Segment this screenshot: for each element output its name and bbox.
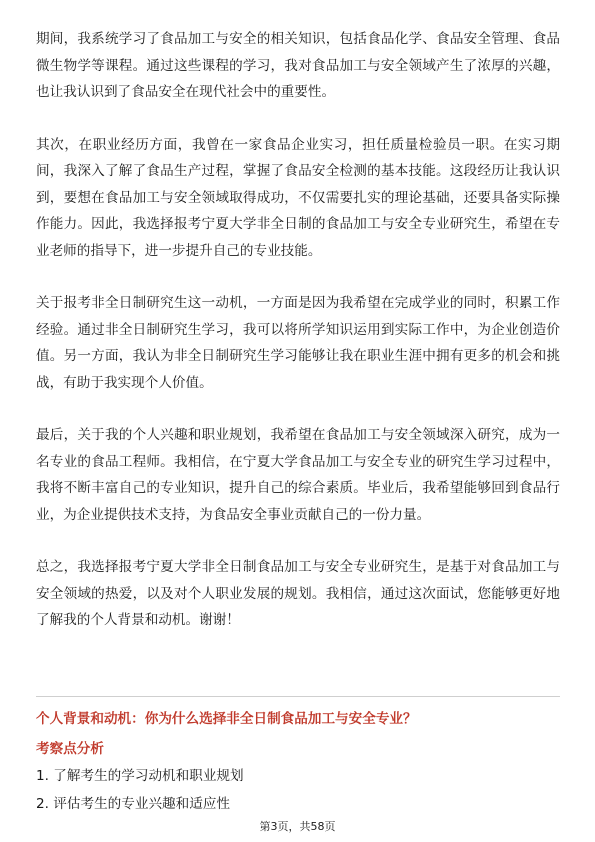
body-paragraph-3: 关于报考非全日制研究生这一动机，一方面是因为我希望在完成学业的同时，积累工作经验。通过非全日制研究生学习，我可以将所学知识运用到实际工作中，为企业创造价值。另一方面，我认为非全日制研究生学习能够让我在职业生涯中拥有更多的机会和挑战，有助于我实现个人价值。: [36, 295, 560, 391]
analysis-point-1: 1. 了解考生的学习动机和职业规划: [36, 768, 244, 784]
body-paragraph-1: 期间，我系统学习了食品加工与安全的相关知识，包括食品化学、食品安全管理、食品微生物学等课程。通过这些课程的学习，我对食品加工与安全领域产生了浓厚的兴趣，也让我认识到了食品安全在现代社会中的重要性。: [36, 31, 560, 100]
answer-body: [36, 26, 560, 660]
page-footer: 第3页，共58页: [259, 820, 336, 833]
body-paragraph-5: 总之，我选择报考宁夏大学非全日制食品加工与安全专业研究生，是基于对食品加工与安全领域的热爱，以及对个人职业发展的规划。我相信，通过这次面试，您能够更好地了解我的个人背景和动机。谢谢！: [36, 559, 560, 628]
interview-question: 个人背景和动机：你为什么选择非全日制食品加工与安全专业？: [36, 711, 417, 727]
body-paragraph-2: 其次，在职业经历方面，我曾在一家食品企业实习，担任质量检验员一职。在实习期间，我深入了解了食品生产过程，掌握了食品安全检测的基本技能。这段经历让我认识到，要想在食品加工与安全领域取得成功，不仅需要扎实的理论基础，还要具备实际操作能力。因此，我选择报考宁夏大学非全日制的食品加工与安全专业研究生，希望在专业老师的指导下，进一步提升自己的专业技能。: [36, 136, 560, 259]
analysis-heading: 考察点分析: [36, 741, 104, 757]
analysis-point-2: 2. 评估考生的专业兴趣和适应性: [36, 796, 231, 812]
body-paragraph-4: 最后，关于我的个人兴趣和职业规划，我希望在食品加工与安全领域深入研究，成为一名专业的食品工程师。我相信，在宁夏大学食品加工与安全专业的研究生学习过程中，我将不断丰富自己的专业知识，提升自己的综合素质。毕业后，我希望能够回到食品行业，为企业提供技术支持，为食品安全事业贡献自己的一份力量。: [36, 427, 560, 523]
section-divider: [36, 696, 560, 697]
